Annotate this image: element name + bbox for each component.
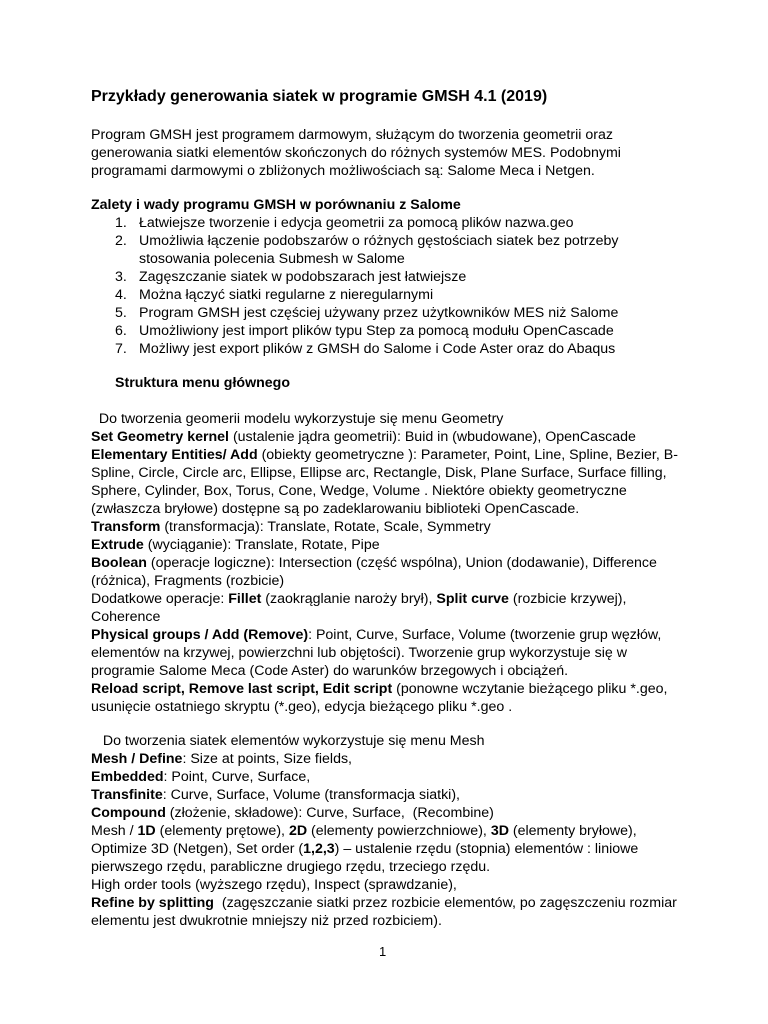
menu-heading: Struktura menu głównego [115, 375, 290, 391]
geometry-boolean-line-2: (różnica), Fragments (rozbicie) [91, 573, 285, 589]
intro-line-1: Program GMSH jest programem darmowym, służącym do tworzenia geometrii oraz [91, 127, 613, 143]
geometry-reload-line-2: usunięcie ostatniego skryptu (*.geo), edycja bieżącego pliku *.geo . [91, 699, 513, 715]
list-item-text: Program GMSH jest częściej używany przez użytkowników MES niż Salome [139, 305, 619, 321]
list-item-number: 7. [115, 341, 127, 357]
list-item-number: 6. [115, 323, 127, 339]
mesh-define-line: Mesh / Define: Size at points, Size fields, [91, 751, 352, 767]
list-item-number: 3. [115, 269, 127, 285]
list-item-text: Możliwy jest export plików z GMSH do Salome i Code Aster oraz do Abaqus [139, 341, 616, 357]
list-item-text: stosowania polecenia Submesh w Salome [139, 251, 405, 267]
geometry-boolean-line: Boolean (operacje logiczne): Intersection (część wspólna), Union (dodawanie), Difference [91, 555, 657, 571]
list-item-number: 5. [115, 305, 127, 321]
geometry-physical-line-3: programie Salome Meca (Code Aster) do warunków brzegowych i obciążeń. [91, 663, 569, 679]
geometry-entities-line-2: Spline, Circle, Circle arc, Ellipse, Ellipse arc, Rectangle, Disk, Plane Surface, Surface filling, [91, 465, 667, 481]
intro-line-3: programami darmowymi o zbliżonych możliwościach są: Salome Meca i Netgen. [91, 163, 595, 179]
list-item-text: Łatwiejsze tworzenie i edycja geometrii za pomocą plików nazwa.geo [139, 215, 574, 231]
mesh-dimensions-line: Mesh / 1D (elementy prętowe), 2D (elementy powierzchniowe), 3D (elementy bryłowe), [91, 823, 637, 839]
page-number: 1 [379, 944, 387, 959]
mesh-order-line-2: pierwszego rzędu, parabliczne drugiego rzędu, trzeciego rzędu. [91, 859, 491, 875]
advantages-heading: Zalety i wady programu GMSH w porównaniu z Salome [91, 197, 461, 213]
document-title: Przykłady generowania siatek w programie GMSH 4.1 (2019) [91, 88, 548, 105]
mesh-order-line: Optimize 3D (Netgen), Set order (1,2,3) – ustalenie rzędu (stopnia) elementów : liniowe [91, 841, 639, 857]
geometry-transform-line: Transform (transformacja): Translate, Rotate, Scale, Symmetry [91, 519, 491, 535]
mesh-refine-line: Refine by splitting (zagęszczanie siatki przez rozbicie elementów, po zagęszczeniu rozmiar [91, 895, 677, 911]
intro-line-2: generowania siatki elementów skończonych do różnych systemów MES. Podobnymi [91, 145, 621, 161]
list-item-text: Umożliwiony jest import plików typu Step za pomocą modułu OpenCascade [139, 323, 614, 339]
list-item-text: Umożliwia łączenie podobszarów o różnych gęstościach siatek bez potrzeby [139, 233, 619, 249]
mesh-intro: Do tworzenia siatek elementów wykorzystuje się menu Mesh [91, 733, 485, 749]
geometry-extra-line: Dodatkowe operacje: Fillet (zaokrąglanie naroży brył), Split curve (rozbicie krzywej), [91, 591, 627, 607]
list-item-number: 1. [115, 215, 127, 231]
geometry-extra-line-2: Coherence [91, 609, 161, 625]
mesh-transfinite-line: Transfinite: Curve, Surface, Volume (transformacja siatki), [91, 787, 461, 803]
mesh-compound-line: Compound (złożenie, składowe): Curve, Surface, (Recombine) [91, 805, 494, 821]
list-item-text: Zagęszczanie siatek w podobszarach jest łatwiejsze [139, 269, 467, 285]
list-item-text: Można łączyć siatki regularne z nieregularnymi [139, 287, 434, 303]
list-item-number: 2. [115, 233, 127, 249]
mesh-embedded-line: Embedded: Point, Curve, Surface, [91, 769, 311, 785]
geometry-entities-line-4: (zwłaszcza bryłowe) dostępne są po zadeklarowaniu biblioteki OpenCascade. [91, 501, 580, 517]
geometry-physical-line: Physical groups / Add (Remove): Point, Curve, Surface, Volume (tworzenie grup węzłów, [91, 627, 662, 643]
mesh-highorder-line: High order tools (wyższego rzędu), Inspect (sprawdzanie), [91, 877, 457, 893]
geometry-entities-line-3: Sphere, Cylinder, Box, Torus, Cone, Wedge, Volume . Niektóre obiekty geometryczne [91, 483, 627, 499]
geometry-reload-line: Reload script, Remove last script, Edit script (ponowne wczytanie bieżącego pliku *.geo, [91, 681, 668, 697]
list-item-number: 4. [115, 287, 127, 303]
mesh-refine-line-2: elementu jest dwukrotnie mniejszy niż przed rozbiciem). [91, 913, 442, 929]
geometry-physical-line-2: elementów na krzywej, powierzchni lub objętości). Tworzenie grup wykorzystuje się w [91, 645, 627, 661]
geometry-extrude-line: Extrude (wyciąganie): Translate, Rotate, Pipe [91, 537, 380, 553]
geometry-kernel-line: Set Geometry kernel (ustalenie jądra geometrii): Buid in (wbudowane), OpenCascade [91, 429, 636, 445]
geometry-intro: Do tworzenia geomerii modelu wykorzystuje się menu Geometry [91, 411, 504, 427]
geometry-entities-line: Elementary Entities/ Add (obiekty geometryczne ): Parameter, Point, Line, Spline, Bezier, B- [91, 447, 678, 463]
